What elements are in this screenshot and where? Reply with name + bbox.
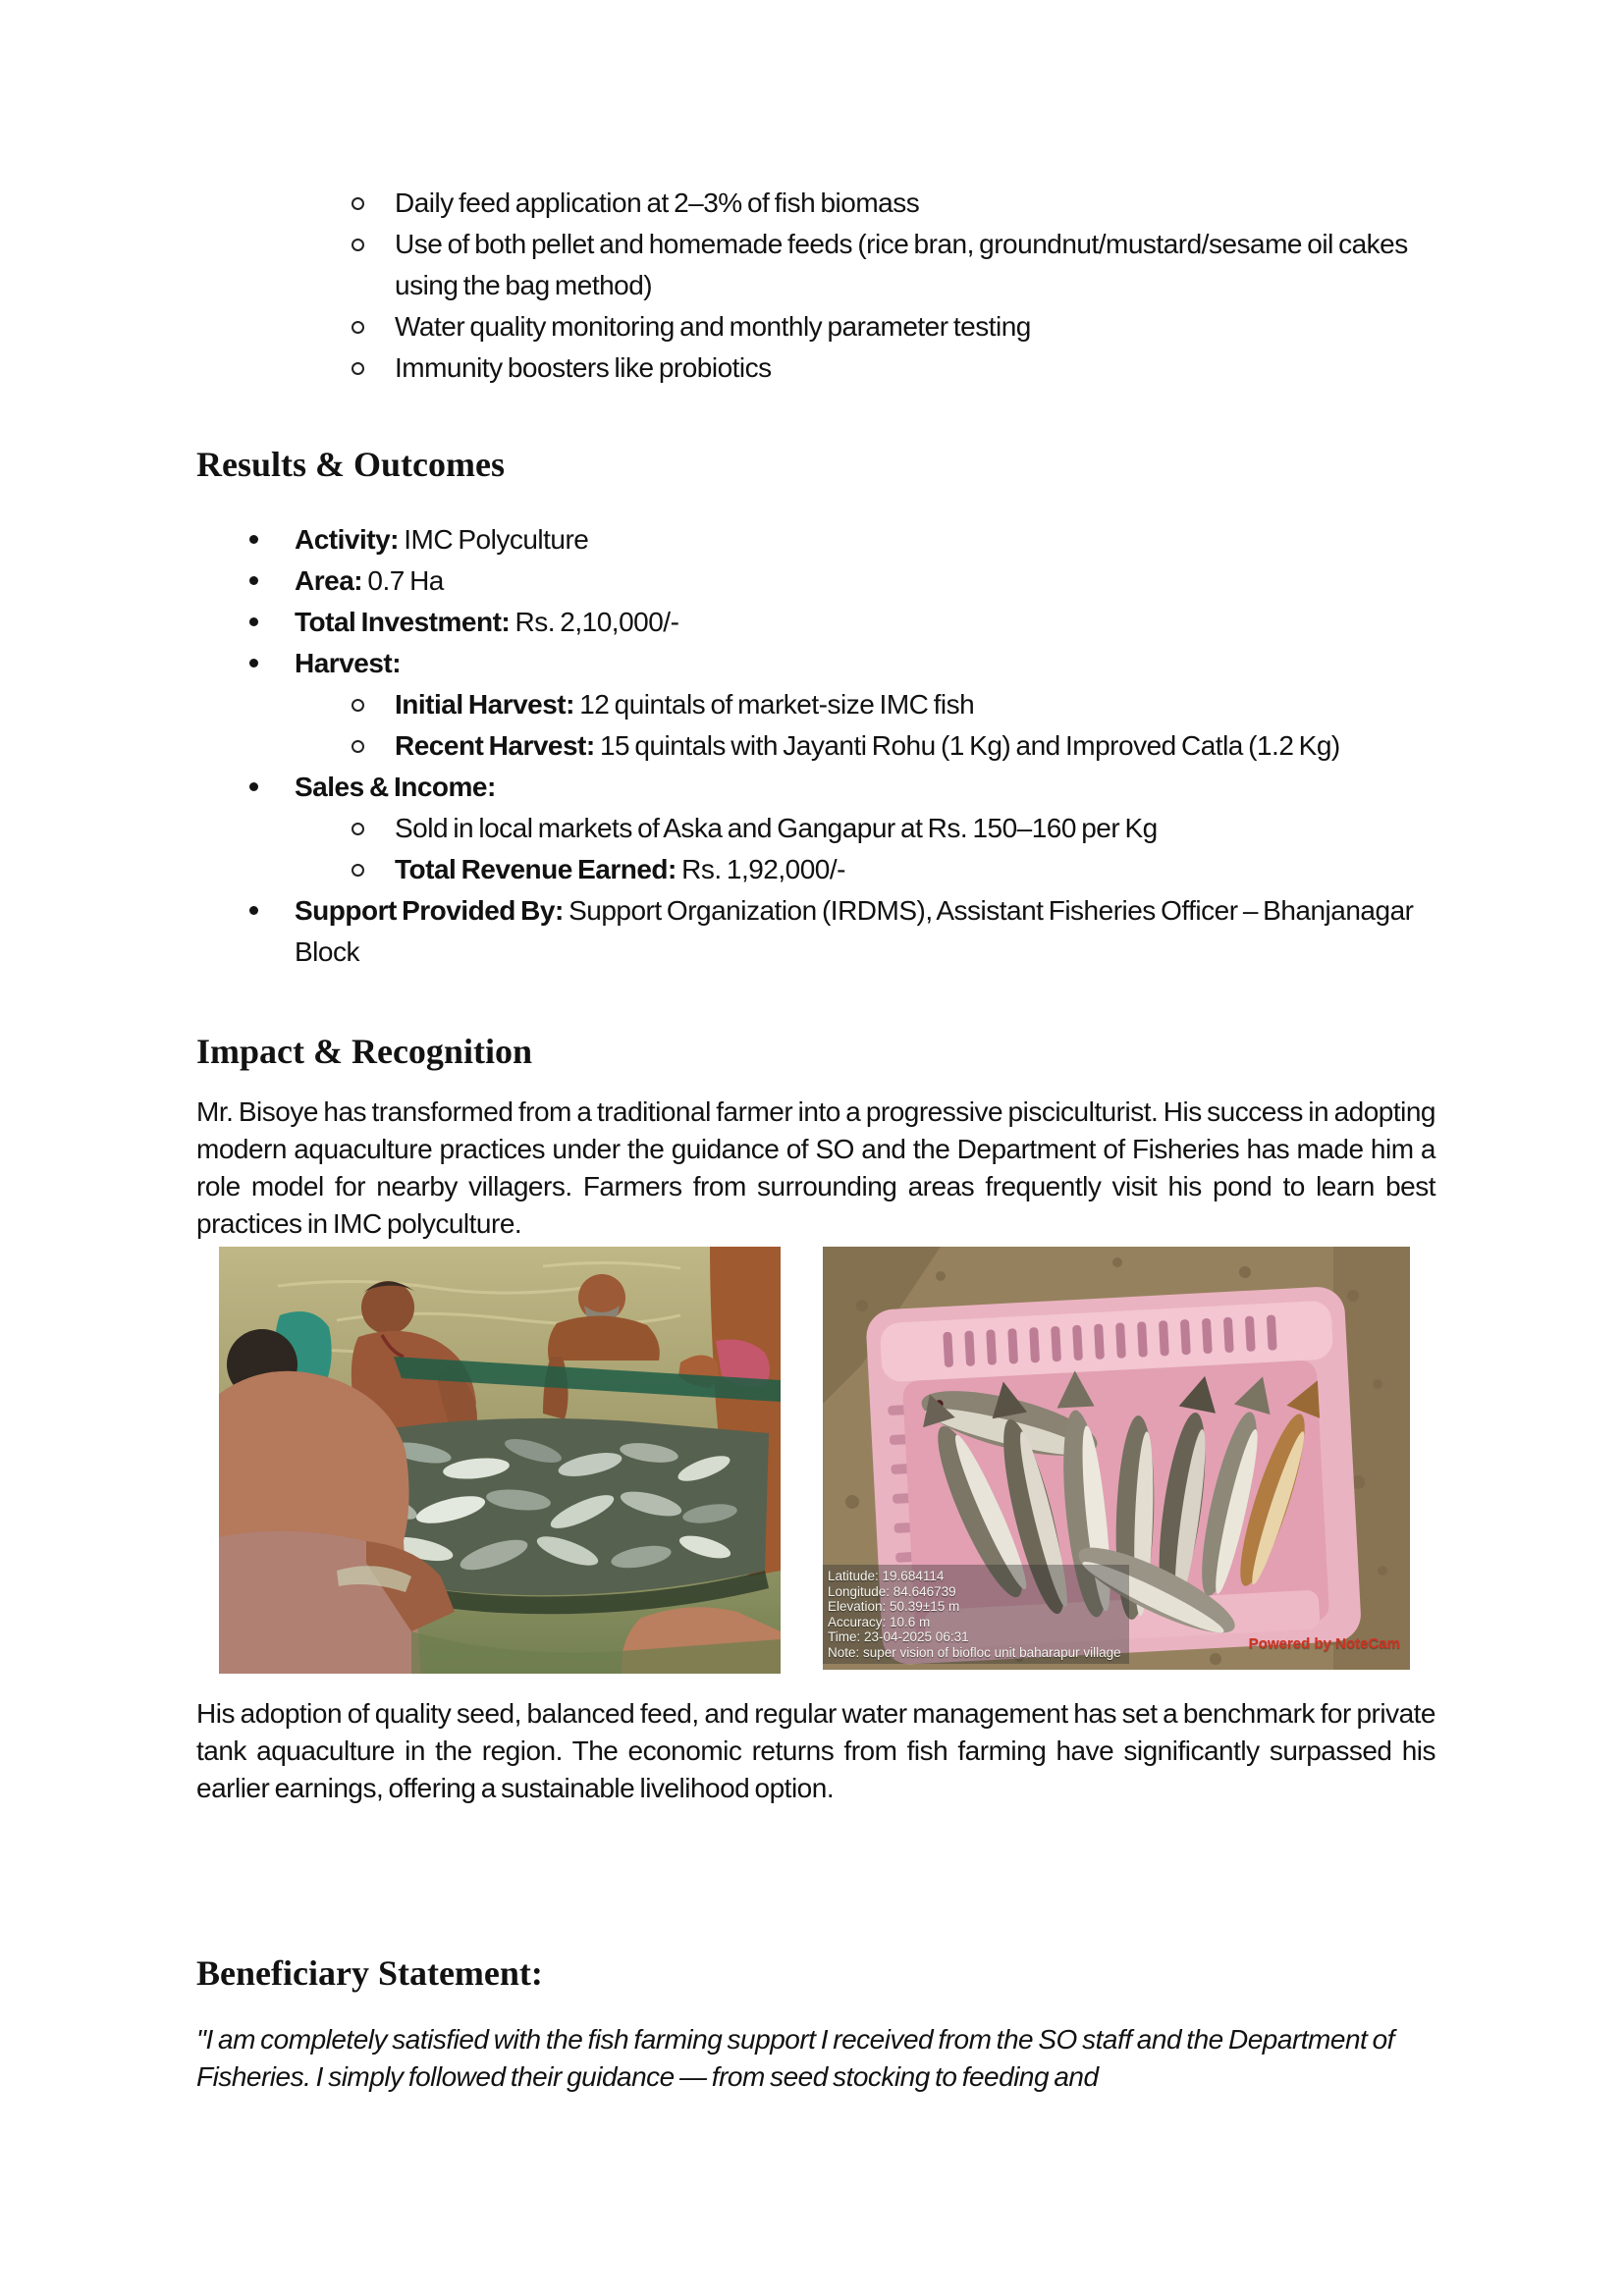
list-item-text: Use of both pellet and homemade feeds (rice bran, groundnut/mustard/sesame oil cakes using the bag method) xyxy=(395,229,1408,300)
list-item xyxy=(196,602,1435,643)
feeding-practices-list xyxy=(196,183,1435,389)
list-item-label: Activity: xyxy=(295,524,399,555)
list-item xyxy=(196,725,1435,767)
list-item xyxy=(196,849,1435,890)
list-item xyxy=(196,561,1435,602)
list-item-label: Recent Harvest: xyxy=(395,730,595,761)
gps-elevation: Elevation: 50.39±15 m xyxy=(828,1599,960,1614)
dot-bullet-icon xyxy=(249,617,258,626)
gps-latitude: Latitude: 19.684114 xyxy=(828,1569,945,1583)
list-item xyxy=(196,890,1435,973)
dot-bullet-icon xyxy=(249,576,258,585)
circle-bullet-icon xyxy=(352,362,364,375)
pond-harvest-photo xyxy=(219,1247,781,1674)
list-item-text: Support Organization (IRDMS), Assistant Fisheries Officer – Bhanjanagar Block xyxy=(295,895,1414,967)
beneficiary-quote: "I am completely satisfied with the fish farming support I received from the SO staff and the Department of Fisheries. I simply followed their guidance — from seed stocking to feeding and xyxy=(196,2024,1394,2092)
circle-bullet-icon xyxy=(352,740,364,753)
list-item-label: Sales & Income: xyxy=(295,772,496,802)
list-item-text: 0.7 Ha xyxy=(362,565,444,596)
document-content xyxy=(0,183,1624,2096)
impact-paragraph: Mr. Bisoye has transformed from a traditional farmer into a progressive pisciculturist. His success in adopting modern aquaculture practices under the guidance of SO and the Department of Fisheries has made him a role model for nearby villagers. Farmers from surrounding areas frequently visit his pond to learn best practices in IMC polyculture. xyxy=(196,1096,1435,1239)
list-item xyxy=(196,767,1435,808)
pond-harvest-illustration xyxy=(219,1247,781,1674)
list-item-label: Area: xyxy=(295,565,363,596)
list-item-text: 12 quintals of market-size IMC fish xyxy=(573,689,975,720)
list-item-text: Daily feed application at 2–3% of fish biomass xyxy=(395,187,920,218)
dot-bullet-icon xyxy=(249,906,258,915)
list-item xyxy=(196,183,1435,224)
list-item-text: Rs. 2,10,000/- xyxy=(510,607,679,637)
circle-bullet-icon xyxy=(352,197,364,210)
list-item-label: Support Provided By: xyxy=(295,895,564,926)
list-item xyxy=(196,347,1435,389)
notecam-watermark: Powered by NoteCam xyxy=(1248,1635,1400,1652)
list-item-text: 15 quintals with Jayanti Rohu (1 Kg) and Improved Catla (1.2 Kg) xyxy=(594,730,1340,761)
dot-bullet-icon xyxy=(249,659,258,667)
benchmark-paragraph: His adoption of quality seed, balanced feed, and regular water management has set a benchmark for private tank aquaculture in the region. The economic returns from fish farming have significantly surpassed his earlier earnings, offering a sustainable livelihood option. xyxy=(196,1698,1435,1803)
list-item-label: Total Investment: xyxy=(295,607,511,637)
results-outcomes-heading: Results & Outcomes xyxy=(196,445,505,484)
circle-bullet-icon xyxy=(352,239,364,251)
list-item-label: Total Revenue Earned: xyxy=(395,854,677,884)
fish-crate-photo xyxy=(823,1247,1410,1670)
list-item-text: Immunity boosters like probiotics xyxy=(395,352,772,383)
list-item-label: Harvest: xyxy=(295,648,402,678)
list-item-text: Sold in local markets of Aska and Gangapur at Rs. 150–160 per Kg xyxy=(395,813,1158,843)
photo-row xyxy=(219,1247,1435,1674)
list-item xyxy=(196,306,1435,347)
circle-bullet-icon xyxy=(352,864,364,877)
impact-recognition-heading: Impact & Recognition xyxy=(196,1032,532,1071)
gps-accuracy: Accuracy: 10.6 m xyxy=(828,1614,931,1629)
list-item-text: IMC Polyculture xyxy=(398,524,589,555)
gps-longitude: Longitude: 84.646739 xyxy=(828,1583,956,1599)
list-item xyxy=(196,643,1435,684)
list-item xyxy=(196,808,1435,849)
list-item-text: Rs. 1,92,000/- xyxy=(676,854,845,884)
beneficiary-statement-heading: Beneficiary Statement: xyxy=(196,1953,543,1993)
list-item xyxy=(196,684,1435,725)
list-item-text: Water quality monitoring and monthly parameter testing xyxy=(395,311,1031,342)
gps-note: Note: super vision of biofloc unit baharapur village xyxy=(828,1644,1121,1660)
circle-bullet-icon xyxy=(352,321,364,334)
dot-bullet-icon xyxy=(249,782,258,791)
list-item-label: Initial Harvest: xyxy=(395,689,574,720)
list-item xyxy=(196,224,1435,306)
results-list xyxy=(196,519,1435,973)
circle-bullet-icon xyxy=(352,699,364,712)
gps-overlay xyxy=(823,1565,1129,1664)
dot-bullet-icon xyxy=(249,535,258,544)
circle-bullet-icon xyxy=(352,823,364,835)
list-item xyxy=(196,519,1435,561)
gps-time: Time: 23-04-2025 06:31 xyxy=(828,1629,969,1644)
